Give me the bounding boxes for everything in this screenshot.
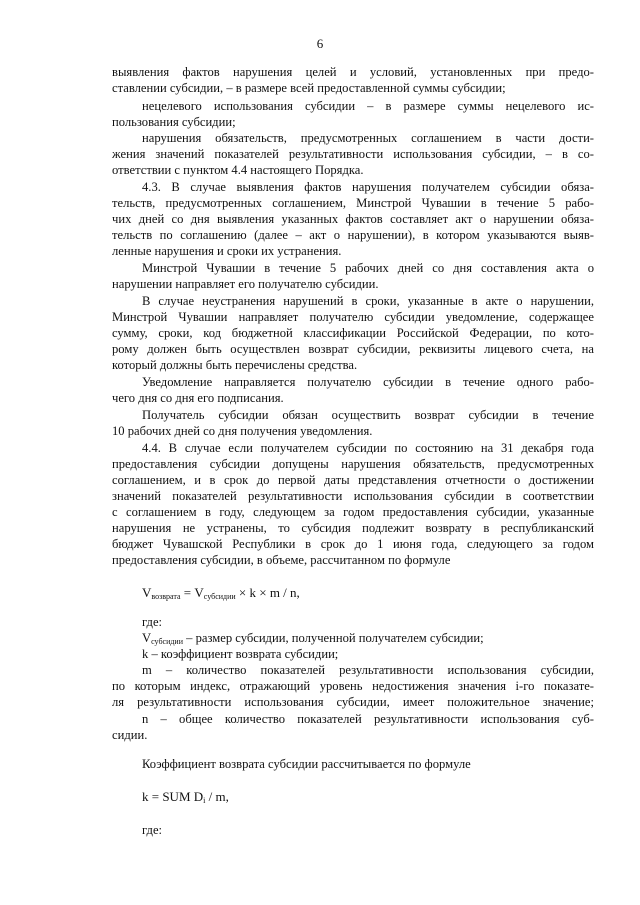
page-number: 6 (316, 36, 324, 51)
text-line: значений показателей результативности использования субсидии в соответствии (112, 489, 594, 503)
text-line: 10 рабочих дней со дня получения уведомления. (112, 424, 373, 438)
formula-symbol: V (194, 585, 204, 600)
text-line: по которым индекс, отражающий уровень недостижения значения i-го показате- (112, 679, 594, 693)
text-line: Получатель субсидии обязан осуществить возврат субсидии в течение (142, 408, 594, 422)
text-line: предоставления субсидии допущены нарушения обязательств, предусмотренных (112, 457, 594, 471)
text-line: нарушения не устранены, то субсидия подлежит возврату в республиканский (112, 521, 594, 535)
text-line: с соглашением в году, следующем за годом предоставления субсидии, указанные (112, 505, 594, 519)
formula-symbol: V (142, 631, 152, 645)
text-line: соглашением, и в срок до первой даты представления отчетности о достижении (112, 473, 594, 487)
where-label: где: (142, 823, 163, 837)
text-line: m – количество показателей результативности использования субсидии, (142, 663, 594, 677)
text-line: Уведомление направляется получателю субсидии в течение одного рабо- (142, 375, 594, 389)
text-line: чих дней со дня выявления указанных фактов составляет акт о нарушении обяза- (112, 212, 594, 226)
formula-coefficient (142, 789, 594, 805)
text-line: нарушения обязательств, предусмотренных соглашением в части дости- (142, 131, 594, 145)
text-line: ленные нарушения и сроки их устранения. (112, 244, 342, 258)
formula-subscript: субсидии (203, 592, 236, 601)
text-line: сумму, сроки, код бюджетной классификации Российской Федерации, по кото- (112, 326, 594, 340)
text-line: сидии. (112, 728, 148, 742)
text-line: n – общее количество показателей результативности использования суб- (142, 712, 594, 726)
text-line: Минстрой Чувашии направляет получателю субсидии уведомление, содержащее (112, 310, 594, 324)
formula-symbol: V (142, 585, 152, 600)
text-line: ставлении субсидии, – в размере всей предоставленной суммы субсидии; (112, 81, 506, 95)
text-line: который должны быть перечислены средства. (112, 358, 358, 372)
definition-text: – размер субсидии, полученной получателем субсидии; (182, 631, 484, 645)
formula-return-volume (142, 585, 594, 601)
text-line: В случае неустранения нарушений в сроки, указанные в акте о нарушении, (142, 294, 594, 308)
text-line: предоставления субсидии, в объеме, рассчитанном по формуле (112, 553, 451, 567)
text-line: нецелевого использования субсидии – в размере суммы нецелевого ис- (142, 99, 594, 113)
text-line: выявления фактов нарушения целей и условий, установленных при предо- (112, 65, 594, 79)
formula-subscript: субсидии (151, 637, 183, 646)
formula-text: × k × m / n, (235, 585, 300, 600)
text-line: тельств, предусмотренных соглашением, Минстрой Чувашии в течение 5 рабо- (112, 196, 594, 210)
text-line: жения значений показателей результативности использования субсидии, – в со- (112, 147, 594, 161)
text-line: тельств по соглашению (далее – акт о нарушении), в котором указываются выяв- (112, 228, 594, 242)
text-line: 4.3. В случае выявления фактов нарушения получателем субсидии обяза- (142, 180, 594, 194)
text-line: пользования субсидии; (112, 115, 236, 129)
text-line: чего дня со дня его подписания. (112, 391, 284, 405)
text-line: ля результативности использования субсидии, имеет положительное значение; (112, 695, 594, 709)
text-line: k – коэффициент возврата субсидии; (142, 647, 339, 661)
text-line: рому должен быть осуществлен возврат субсидии, реквизиты лицевого счета, на (112, 342, 594, 356)
text-line: Минстрой Чувашии в течение 5 рабочих дней со дня составления акта о (142, 261, 594, 275)
text-line: бюджет Чувашской Республики в срок до 1 июня года, следующего за годом (112, 537, 594, 551)
formula-subscript: i (203, 796, 206, 805)
coefficient-intro: Коэффициент возврата субсидии рассчитывается по формуле (142, 757, 471, 771)
where-label: где: (142, 615, 163, 629)
formula-text: / m, (205, 789, 229, 804)
text-line: 4.4. В случае если получателем субсидии по состоянию на 31 декабря года (142, 441, 594, 455)
formula-text: k = SUM D (142, 789, 204, 804)
formula-text: = (180, 585, 195, 600)
formula-subscript: возврата (151, 592, 181, 601)
text-line: нарушении направляет его получателю субсидии. (112, 277, 379, 291)
text-line: ответствии с пунктом 4.4 настоящего Порядка. (112, 163, 364, 177)
definition-v-subsidy (142, 630, 594, 646)
